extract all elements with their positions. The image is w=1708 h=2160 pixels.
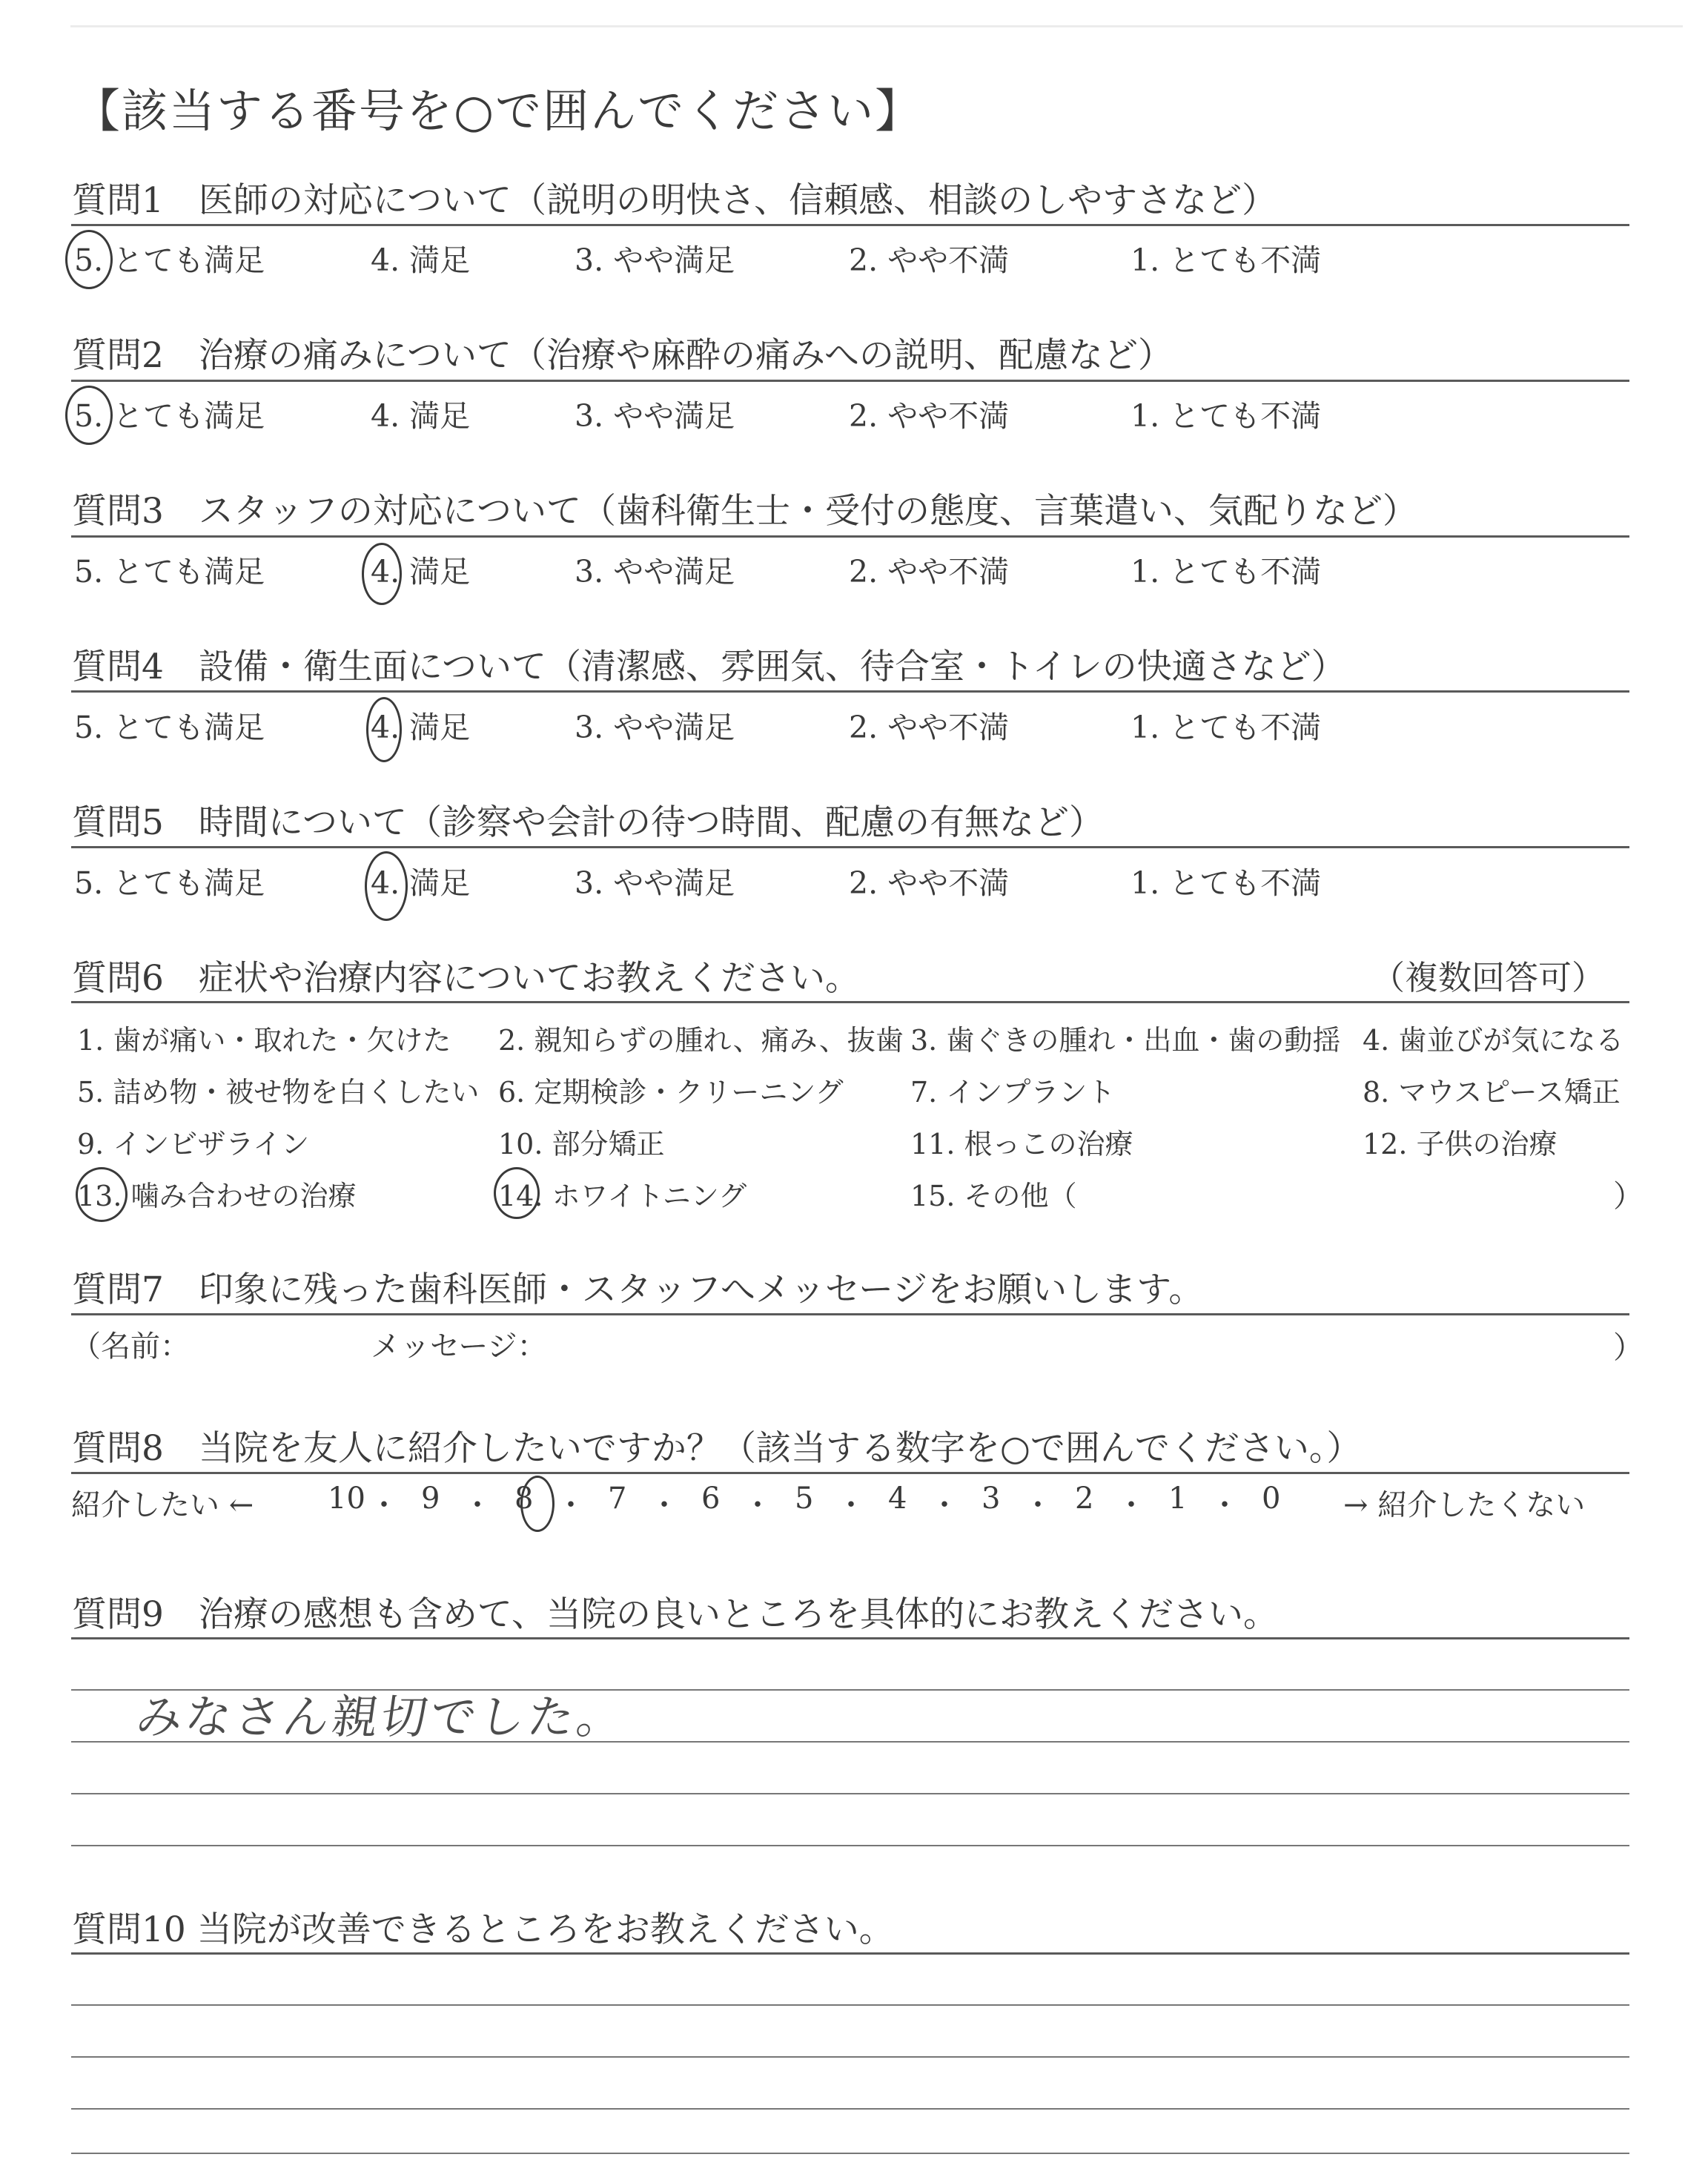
q8-answer-circle [520, 1476, 555, 1532]
question-8-rule [71, 1472, 1629, 1474]
question-9-rule [71, 1637, 1629, 1639]
question-3-title: 質問3 スタッフの対応について（歯科衛生士・受付の態度、言葉遣い、気配りなど） [72, 491, 1417, 532]
q2-option-3[interactable]: 3. やや満足 [575, 398, 735, 434]
q9-answer-line-3 [71, 1793, 1629, 1794]
q8-scale-separator: ・ [463, 1488, 492, 1522]
q5-answer-circle [365, 851, 408, 921]
q5-option-5[interactable]: 5. とても満足 [74, 865, 265, 901]
q8-scale-separator: ・ [836, 1488, 866, 1522]
q6-option-7[interactable]: 7. インプラント [910, 1076, 1116, 1109]
question-3-rule [71, 535, 1629, 538]
q6-option-4[interactable]: 4. 歯並びが気になる [1363, 1024, 1624, 1057]
q7-close-paren: ） [1613, 1330, 1644, 1365]
question-2-title: 質問2 治療の痛みについて（治療や麻酔の痛みへの説明、配慮など） [72, 335, 1174, 376]
q6-multiple-answer-note: （複数回答可） [1371, 958, 1606, 997]
q6-option-15[interactable]: 15. その他（ [910, 1180, 1077, 1212]
q10-answer-line-2 [71, 2056, 1629, 2058]
q3-option-2[interactable]: 2. やや不満 [849, 554, 1010, 589]
q1-option-3[interactable]: 3. やや満足 [575, 242, 735, 278]
q2-answer-circle [65, 386, 113, 445]
q3-answer-circle [362, 543, 402, 605]
q6-option-11[interactable]: 11. 根っこの治療 [910, 1128, 1133, 1160]
q6-option-5[interactable]: 5. 詰め物・被せ物を白くしたい [77, 1076, 480, 1109]
form-instruction-title: 【該当する番号を○で囲んでください】 [74, 84, 923, 138]
question-4-title: 質問4 設備・衛生面について（清潔感、雰囲気、待合室・トイレの快適さなど） [72, 647, 1346, 687]
q4-option-4[interactable]: 4. 満足 [371, 710, 471, 745]
question-6-title: 質問6 症状や治療内容についてお教えください。 [72, 958, 860, 999]
q9-answer-line-4 [71, 1845, 1629, 1846]
q8-scale-separator: ・ [1023, 1488, 1053, 1522]
q7-message-label: メッセージ： [371, 1330, 547, 1364]
q10-answer-line-4 [71, 2153, 1629, 2154]
q8-scale-9[interactable]: 9 [421, 1482, 440, 1516]
q8-scale-0[interactable]: 0 [1262, 1482, 1281, 1516]
q10-answer-line-3 [71, 2108, 1629, 2110]
q7-name-label: （名前： [71, 1330, 190, 1364]
question-4-rule [71, 690, 1629, 693]
q6-option-1[interactable]: 1. 歯が痛い・取れた・欠けた [77, 1024, 451, 1057]
q10-answer-line-1 [71, 2004, 1629, 2006]
q2-option-4[interactable]: 4. 満足 [371, 398, 471, 434]
page-top-line [70, 25, 1683, 27]
q8-scale-2[interactable]: 2 [1075, 1482, 1094, 1516]
q5-option-1[interactable]: 1. とても不満 [1131, 865, 1322, 901]
q6-option-14[interactable]: 14. ホワイトニング [498, 1180, 747, 1212]
question-9-title: 質問9 治療の感想も含めて、当院の良いところを具体的にお教えください。 [72, 1594, 1278, 1635]
q8-scale-4[interactable]: 4 [888, 1482, 907, 1516]
question-10-rule [71, 1952, 1629, 1955]
q6-other-close-paren: ） [1613, 1178, 1644, 1214]
q6-option-2[interactable]: 2. 親知らずの腫れ、痛み、抜歯 [498, 1024, 904, 1057]
q6-answer-circle-13 [76, 1167, 128, 1222]
q8-scale-separator: ・ [1210, 1488, 1239, 1522]
question-7-title: 質問7 印象に残った歯科医師・スタッフへメッセージをお願いします。 [72, 1269, 1204, 1310]
q6-option-12[interactable]: 12. 子供の治療 [1363, 1128, 1558, 1160]
q8-scale-separator: ・ [1116, 1488, 1146, 1522]
question-5-title: 質問5 時間について（診察や会計の待つ時間、配慮の有無など） [72, 802, 1104, 843]
q2-option-2[interactable]: 2. やや不満 [849, 398, 1010, 434]
question-1-rule [71, 224, 1629, 226]
q5-option-4[interactable]: 4. 満足 [371, 865, 471, 901]
question-6-rule [71, 1001, 1629, 1003]
q3-option-3[interactable]: 3. やや満足 [575, 554, 735, 589]
q8-scale-7[interactable]: 7 [608, 1482, 627, 1516]
q5-option-2[interactable]: 2. やや不満 [849, 865, 1010, 901]
q3-option-4[interactable]: 4. 満足 [371, 554, 471, 589]
q8-scale-3[interactable]: 3 [982, 1482, 1001, 1516]
q6-option-13[interactable]: 13. 噛み合わせの治療 [77, 1180, 357, 1212]
q4-option-5[interactable]: 5. とても満足 [74, 710, 265, 745]
q6-answer-circle-14 [494, 1167, 540, 1219]
q8-scale-6[interactable]: 6 [701, 1482, 721, 1516]
q8-scale-separator: ・ [930, 1488, 959, 1522]
q3-option-5[interactable]: 5. とても満足 [74, 554, 265, 589]
q8-scale-separator: ・ [556, 1488, 586, 1522]
q4-option-3[interactable]: 3. やや満足 [575, 710, 735, 745]
q1-option-4[interactable]: 4. 満足 [371, 242, 471, 278]
q6-option-3[interactable]: 3. 歯ぐきの腫れ・出血・歯の動揺 [910, 1024, 1341, 1057]
q8-recommend-label: 紹介したい ← [71, 1488, 254, 1522]
q2-option-5[interactable]: 5. とても満足 [74, 398, 265, 434]
q6-option-8[interactable]: 8. マウスピース矯正 [1363, 1076, 1621, 1109]
q4-option-1[interactable]: 1. とても不満 [1131, 710, 1322, 745]
q6-option-6[interactable]: 6. 定期検診・クリーニング [498, 1076, 844, 1109]
question-5-rule [71, 846, 1629, 848]
q4-option-2[interactable]: 2. やや不満 [849, 710, 1010, 745]
question-10-title: 質問10 当院が改善できるところをお教えください。 [72, 1909, 894, 1950]
q8-scale-8[interactable]: 8 [514, 1482, 534, 1516]
question-7-rule [71, 1313, 1629, 1315]
q4-answer-circle [366, 697, 402, 762]
q6-option-10[interactable]: 10. 部分矯正 [498, 1128, 665, 1160]
q8-scale-separator: ・ [369, 1488, 399, 1522]
q1-option-5[interactable]: 5. とても満足 [74, 242, 265, 278]
q8-scale-separator: ・ [649, 1488, 679, 1522]
q2-option-1[interactable]: 1. とても不満 [1131, 398, 1322, 434]
q1-option-2[interactable]: 2. やや不満 [849, 242, 1010, 278]
q8-scale-1[interactable]: 1 [1168, 1482, 1188, 1516]
q8-not-recommend-label: → 紹介したくない [1343, 1488, 1586, 1522]
q5-option-3[interactable]: 3. やや満足 [575, 865, 735, 901]
q3-option-1[interactable]: 1. とても不満 [1131, 554, 1322, 589]
q1-answer-circle [65, 230, 113, 289]
question-8-title: 質問8 当院を友人に紹介したいですか？（該当する数字を○で囲んでください。） [72, 1428, 1362, 1469]
q8-scale-separator: ・ [743, 1488, 772, 1522]
q9-handwritten-answer: みなさん親切でした。 [133, 1690, 630, 1744]
q8-scale-5[interactable]: 5 [795, 1482, 814, 1516]
question-1-title: 質問1 医師の対応について（説明の明快さ、信頼感、相談のしやすさなど） [72, 180, 1277, 221]
q6-option-9[interactable]: 9. インビザライン [77, 1128, 310, 1160]
question-2-rule [71, 380, 1629, 382]
q8-scale-10[interactable]: 10 [328, 1482, 365, 1516]
q1-option-1[interactable]: 1. とても不満 [1131, 242, 1322, 278]
